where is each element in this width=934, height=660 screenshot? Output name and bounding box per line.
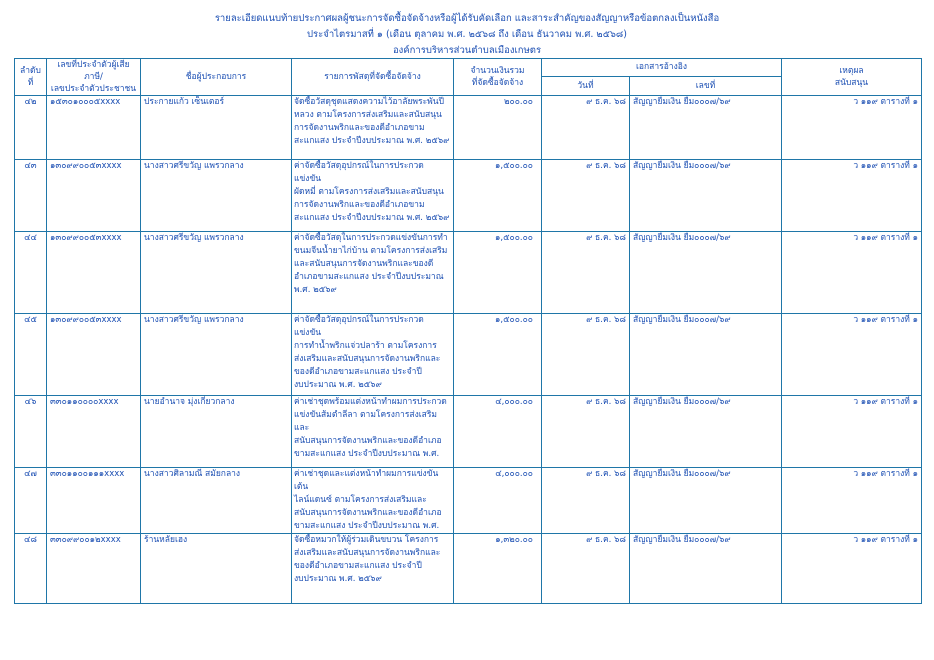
table-row [15, 396, 922, 468]
col-reason-header-line1: เหตุผล [839, 66, 864, 76]
table-row [15, 314, 922, 396]
col-amount-header [454, 59, 542, 96]
table-row [15, 534, 922, 604]
row-desc-line: สะแกแสง ประจำปีงบประมาณ พ.ศ. ๒๕๖๙ [294, 213, 450, 223]
row-desc [292, 314, 454, 396]
row-desc-line: งบประมาณ พ.ศ. ๒๕๖๙ [294, 574, 382, 584]
row-taxid: ๓๓๐๙๙๐๐๑๒xxxx [47, 534, 141, 604]
row-reason: ว ๑๑๙ ตารางที่ ๑ [782, 160, 922, 232]
row-amount: ๑,๓๒๐.๐๐ [454, 534, 542, 604]
row-desc [292, 96, 454, 160]
table-row [15, 160, 922, 232]
row-desc-line: พ.ศ. ๒๕๖๙ [294, 285, 337, 295]
row-taxid: ๑๓๐๙๙๐๐๕๓xxxx [47, 232, 141, 314]
row-desc-line: ค่าเช่าชุดและแต่งหน้าทำผมการแข่งขันเต้น [294, 469, 439, 492]
row-desc-line: งบประมาณ พ.ศ. ๒๕๖๙ [294, 380, 382, 390]
row-amount: ๑,๕๐๐.๐๐ [454, 160, 542, 232]
row-desc [292, 534, 454, 604]
row-date: ๙ ธ.ค. ๖๘ [542, 396, 630, 468]
row-docno: สัญญายืมเงิน ยืม๐๐๐๗/๖๙ [630, 160, 782, 232]
row-desc-line: แข่งขันส้มตำลีลา ตามโครงการส่งเสริมและ [294, 410, 437, 433]
col-vendor-header: ชื่อผู้ประกอบการ [141, 59, 292, 96]
row-desc-line: ค่าจัดซื้อวัสดุอุปกรณ์ในการประกวดแข่งขัน [294, 315, 424, 338]
row-desc-line: ค่าเช่าชุดพร้อมแต่งหน้าทำผมการประกวด [294, 397, 447, 407]
row-desc-line: ขนมจีนน้ำยาไก่บ้าน ตามโครงการส่งเสริม [294, 246, 448, 256]
row-vendor: ประกายแก้ว เซ็นเตอร์ [141, 96, 292, 160]
row-desc-line: ส่งเสริมและสนับสนุนการจัดงานพริกและ [294, 548, 441, 558]
row-vendor: นางสาวศิลามณี สมัยกลาง [141, 468, 292, 534]
row-reason: ว ๑๑๙ ตารางที่ ๑ [782, 96, 922, 160]
row-docno: สัญญายืมเงิน ยืม๐๐๐๗/๖๙ [630, 534, 782, 604]
row-taxid: ๓๓๐๑๑๐๐๑๑๑xxxx [47, 468, 141, 534]
row-desc-line: ค่าจัดซื้อวัสดุอุปกรณ์ในการประกวดแข่งขัน [294, 161, 424, 184]
col-ref-header: เอกสารอ้างอิง [542, 59, 782, 77]
row-date: ๙ ธ.ค. ๖๘ [542, 160, 630, 232]
row-reason: ว ๑๑๙ ตารางที่ ๑ [782, 468, 922, 534]
col-desc-header: รายการพัสดุที่จัดซื้อจัดจ้าง [292, 59, 454, 96]
row-no: ๔๒ [15, 96, 47, 160]
row-amount: ๑,๕๐๐.๐๐ [454, 232, 542, 314]
row-no: ๔๘ [15, 534, 47, 604]
row-date: ๙ ธ.ค. ๖๘ [542, 96, 630, 160]
row-no: ๔๔ [15, 232, 47, 314]
row-vendor: ร้านหลัยเฮง [141, 534, 292, 604]
row-desc-line: จัดซื้อหมวกให้ผู้ร่วมเดินขบวน โครงการ [294, 535, 439, 545]
row-taxid: ๑๓๐๙๙๐๐๕๓xxxx [47, 160, 141, 232]
row-reason: ว ๑๑๙ ตารางที่ ๑ [782, 314, 922, 396]
row-desc [292, 396, 454, 468]
row-amount: ๑,๕๐๐.๐๐ [454, 314, 542, 396]
col-docno-header: เลขที่ [630, 76, 782, 95]
table-body [15, 96, 922, 604]
row-desc-line: การจัดงานพริกและของดีอำเภอขาม [294, 200, 425, 210]
row-no: ๔๓ [15, 160, 47, 232]
row-date: ๙ ธ.ค. ๖๘ [542, 468, 630, 534]
row-desc-line: การทำน้ำพริกแจ่วปลาร้า ตามโครงการ [294, 341, 437, 351]
row-taxid: ๑๕๓๐๑๐๐๐๕xxxx [47, 96, 141, 160]
row-docno: สัญญายืมเงิน ยืม๐๐๐๗/๖๙ [630, 314, 782, 396]
row-desc-line: จัดซื้อวัสดุชุดแสดงความไว้อาลัยพระพันปี [294, 97, 444, 107]
col-no-header: ลำดับที่ [15, 59, 47, 96]
row-date: ๙ ธ.ค. ๖๘ [542, 232, 630, 314]
row-desc-line: สนับสนุนการจัดงานพริกและของดีอำเภอ [294, 436, 442, 446]
row-desc-line: อำเภอขามสะแกแสง ประจำปีงบประมาณ [294, 272, 444, 282]
row-desc [292, 160, 454, 232]
row-docno: สัญญายืมเงิน ยืม๐๐๐๗/๖๙ [630, 232, 782, 314]
table-row [15, 232, 922, 314]
row-no: ๔๗ [15, 468, 47, 534]
col-taxid-header [47, 59, 141, 96]
row-desc-line: ขามสะแกแสง ประจำปีงบประมาณ พ.ศ. [294, 521, 440, 531]
row-vendor: นางสาวศรีขวัญ แพรวกลาง [141, 232, 292, 314]
col-reason-header [782, 59, 922, 96]
row-no: ๔๕ [15, 314, 47, 396]
row-vendor: นางสาวศรีขวัญ แพรวกลาง [141, 160, 292, 232]
row-vendor: นายอำนาจ มุ่งเกี่ยวกลาง [141, 396, 292, 468]
row-desc-line: ของดีอำเภอขามสะแกแสง ประจำปี [294, 367, 422, 377]
row-desc-line: ค่าจัดซื้อวัสดุในการประกวดแข่งขันการทำ [294, 233, 448, 243]
row-docno: สัญญายืมเงิน ยืม๐๐๐๗/๖๙ [630, 96, 782, 160]
row-reason: ว ๑๑๙ ตารางที่ ๑ [782, 534, 922, 604]
row-desc-line: การจัดงานพริกและของดีอำเภอขาม [294, 123, 425, 133]
row-desc-line: ขามสะแกแสง ประจำปีงบประมาณ พ.ศ. [294, 449, 440, 459]
row-docno: สัญญายืมเงิน ยืม๐๐๐๗/๖๙ [630, 396, 782, 468]
organization-name: องค์การบริหารส่วนตำบลเมืองเกษตร [392, 45, 542, 56]
row-reason: ว ๑๑๙ ตารางที่ ๑ [782, 232, 922, 314]
row-desc-line: ส่งเสริมและสนับสนุนการจัดงานพริกและ [294, 354, 441, 364]
row-amount: ๒๐๐.๐๐ [454, 96, 542, 160]
col-taxid-header-line1: เลขที่ประจำตัวผู้เสียภาษี/ [57, 60, 130, 82]
row-desc-line: ไลน์แดนซ์ ตามโครงการส่งเสริมและ [294, 495, 427, 505]
row-amount: ๔,๐๐๐.๐๐ [454, 468, 542, 534]
table-row [15, 96, 922, 160]
col-taxid-header-line2: เลขประจำตัวประชาชน [50, 84, 137, 94]
row-date: ๙ ธ.ค. ๖๘ [542, 534, 630, 604]
procurement-table [14, 58, 922, 604]
row-desc-line: และสนับสนุนการจัดงานพริกและของดี [294, 259, 434, 269]
col-amount-header-line1: จำนวนเงินรวม [470, 66, 525, 76]
row-desc-line: ผัดหมี่ ตามโครงการส่งเสริมและสนับสนุน [294, 187, 444, 197]
col-amount-header-line2: ที่จัดซื้อจัดจ้าง [471, 78, 524, 88]
document-title: รายละเอียดแนบท้ายประกาศผลผู้ชนะการจัดซื้อจัดจ้างหรือผู้ได้รับคัดเลือก และสาระสำคัญของสัญญาหรือข้อตกลงเป็นหนังสือ [214, 13, 720, 24]
row-reason: ว ๑๑๙ ตารางที่ ๑ [782, 396, 922, 468]
row-no: ๔๖ [15, 396, 47, 468]
row-desc-line: ของดีอำเภอขามสะแกแสง ประจำปี [294, 561, 422, 571]
row-docno: สัญญายืมเงิน ยืม๐๐๐๗/๖๙ [630, 468, 782, 534]
row-taxid: ๓๓๐๑๑๐๐๐๐xxxx [47, 396, 141, 468]
row-desc [292, 232, 454, 314]
document-period: ประจำไตรมาสที่ ๑ (เดือน ตุลาคม พ.ศ. ๒๕๖๘ ถึง เดือน ธันวาคม พ.ศ. ๒๕๖๘) [307, 29, 627, 40]
row-desc-line: สนับสนุนการจัดงานพริกและของดีอำเภอ [294, 508, 442, 518]
row-desc-line: สะแกแสง ประจำปีงบประมาณ พ.ศ. ๒๕๖๙ [294, 136, 450, 146]
row-desc-line: หลวง ตามโครงการส่งเสริมและสนับสนุน [294, 110, 442, 120]
col-date-header: วันที่ [542, 76, 630, 95]
row-date: ๙ ธ.ค. ๖๘ [542, 314, 630, 396]
row-desc [292, 468, 454, 534]
row-taxid: ๑๓๐๙๙๐๐๕๓xxxx [47, 314, 141, 396]
col-reason-header-line2: สนับสนุน [834, 78, 869, 88]
table-header [15, 59, 922, 96]
row-vendor: นางสาวศรีขวัญ แพรวกลาง [141, 314, 292, 396]
table-row [15, 468, 922, 534]
row-amount: ๔,๐๐๐.๐๐ [454, 396, 542, 468]
